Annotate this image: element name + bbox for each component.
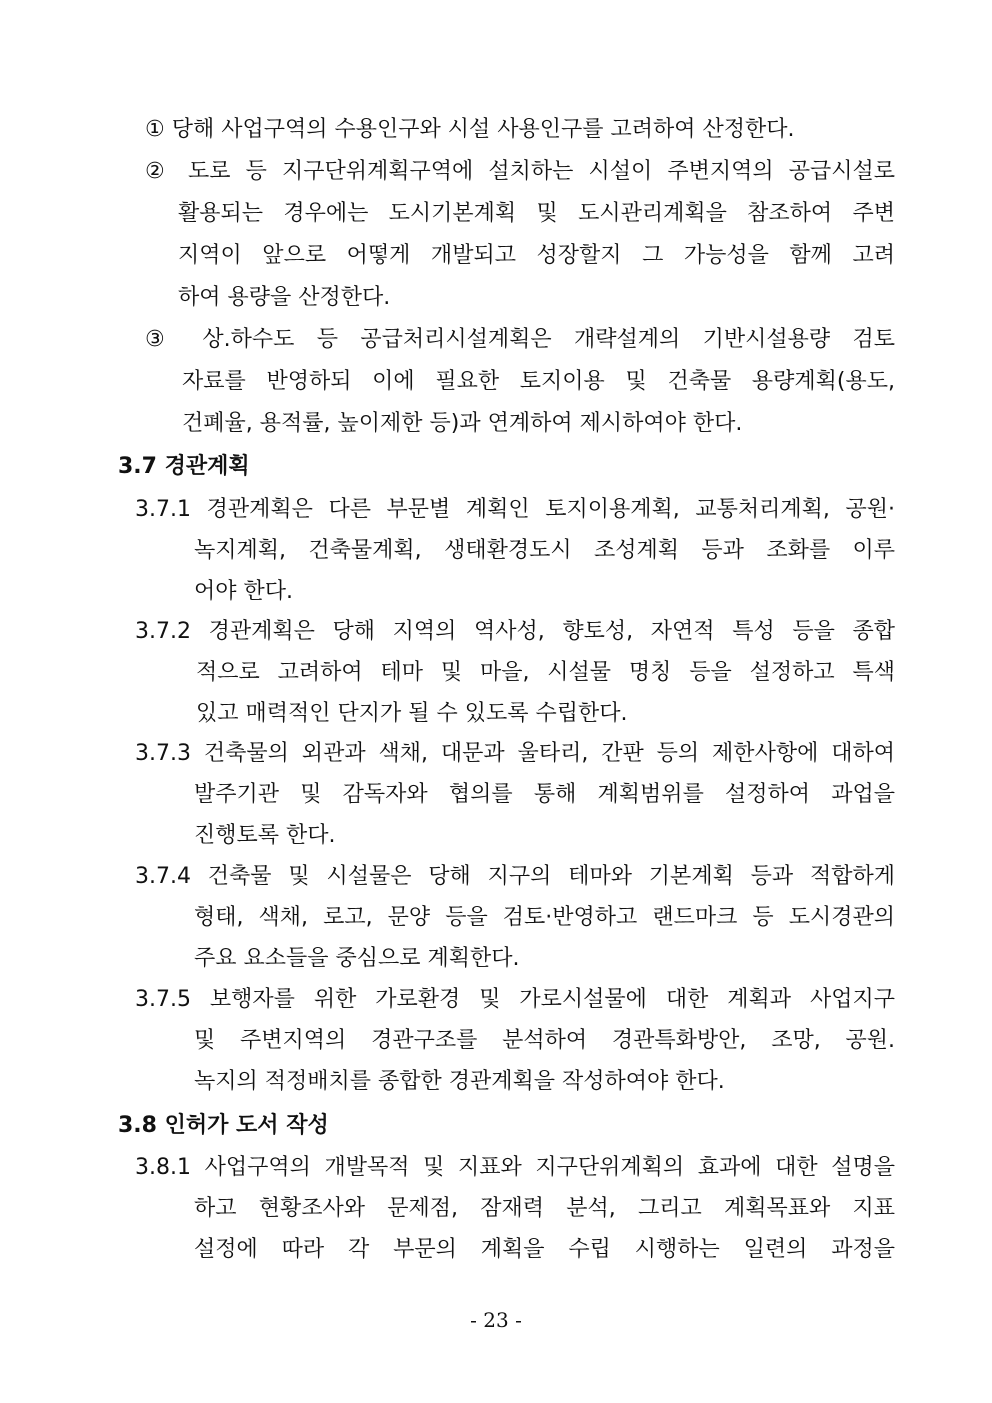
para-3-7-2-line-3: 있고 매력적인 단지가 될 수 있도록 수립한다. xyxy=(196,701,628,726)
item-3-line-1: ③ 상.하수도 등 공급처리시설계획은 개략설계의 기반시설용량 검토 xyxy=(145,327,895,352)
item-2-line-3: 지역이 앞으로 어떻게 개발되고 성장할지 그 가능성을 함께 고려 xyxy=(178,243,895,268)
para-3-8-1-line-1: 3.8.1 사업구역의 개발목적 및 지표와 지구단위계획의 효과에 대한 설명을 xyxy=(135,1155,895,1180)
para-3-8-1-line-3: 설정에 따라 각 부문의 계획을 수립 시행하는 일련의 과정을 xyxy=(194,1237,895,1262)
para-3-7-4-line-1: 3.7.4 건축물 및 시설물은 당해 지구의 테마와 기본계획 등과 적합하게 xyxy=(135,864,895,889)
para-3-7-3-line-3: 진행토록 한다. xyxy=(194,823,336,848)
page-number: - 23 - xyxy=(470,1308,522,1332)
item-1-text: ① 당해 사업구역의 수용인구와 시설 사용인구를 고려하여 산정한다. xyxy=(145,117,795,142)
item-2-line-2: 활용되는 경우에는 도시기본계획 및 도시관리계획을 참조하여 주변 xyxy=(178,201,895,226)
item-2-line-4: 하여 용량을 산정한다. xyxy=(178,285,391,310)
section-3-7-heading: 3.7 경관계획 xyxy=(118,454,250,479)
para-3-7-1-line-2: 녹지계획, 건축물계획, 생태환경도시 조성계획 등과 조화를 이루 xyxy=(194,538,895,563)
para-3-7-3-line-1: 3.7.3 건축물의 외관과 색채, 대문과 울타리, 간판 등의 제한사항에 대하여 xyxy=(135,741,895,766)
item-3-line-2: 자료를 반영하되 이에 필요한 토지이용 및 건축물 용량계획(용도, xyxy=(182,369,895,394)
para-3-7-5-line-2: 및 주변지역의 경관구조를 분석하여 경관특화방안, 조망, 공원. xyxy=(194,1028,895,1053)
item-3-line-3: 건폐율, 용적률, 높이제한 등)과 연계하여 제시하여야 한다. xyxy=(182,411,743,436)
para-3-7-2-line-2: 적으로 고려하여 테마 및 마을, 시설물 명칭 등을 설정하고 특색 xyxy=(196,660,895,685)
para-3-7-2-line-1: 3.7.2 경관계획은 당해 지역의 역사성, 향토성, 자연적 특성 등을 종합 xyxy=(135,619,895,644)
section-3-8-heading: 3.8 인허가 도서 작성 xyxy=(118,1113,329,1138)
item-2-line-1: ② 도로 등 지구단위계획구역에 설치하는 시설이 주변지역의 공급시설로 xyxy=(145,159,895,184)
para-3-7-5-line-1: 3.7.5 보행자를 위한 가로환경 및 가로시설물에 대한 계획과 사업지구 xyxy=(135,987,895,1012)
para-3-7-1-line-1: 3.7.1 경관계획은 다른 부문별 계획인 토지이용계획, 교통처리계획, 공원· xyxy=(135,497,895,522)
para-3-7-4-line-3: 주요 요소들을 중심으로 계획한다. xyxy=(194,946,520,971)
para-3-7-3-line-2: 발주기관 및 감독자와 협의를 통해 계획범위를 설정하여 과업을 xyxy=(194,782,895,807)
para-3-7-1-line-3: 어야 한다. xyxy=(194,579,293,604)
para-3-7-5-line-3: 녹지의 적정배치를 종합한 경관계획을 작성하여야 한다. xyxy=(194,1069,725,1094)
para-3-7-4-line-2: 형태, 색채, 로고, 문양 등을 검토·반영하고 랜드마크 등 도시경관의 xyxy=(194,905,895,930)
para-3-8-1-line-2: 하고 현황조사와 문제점, 잠재력 분석, 그리고 계획목표와 지표 xyxy=(194,1196,895,1221)
